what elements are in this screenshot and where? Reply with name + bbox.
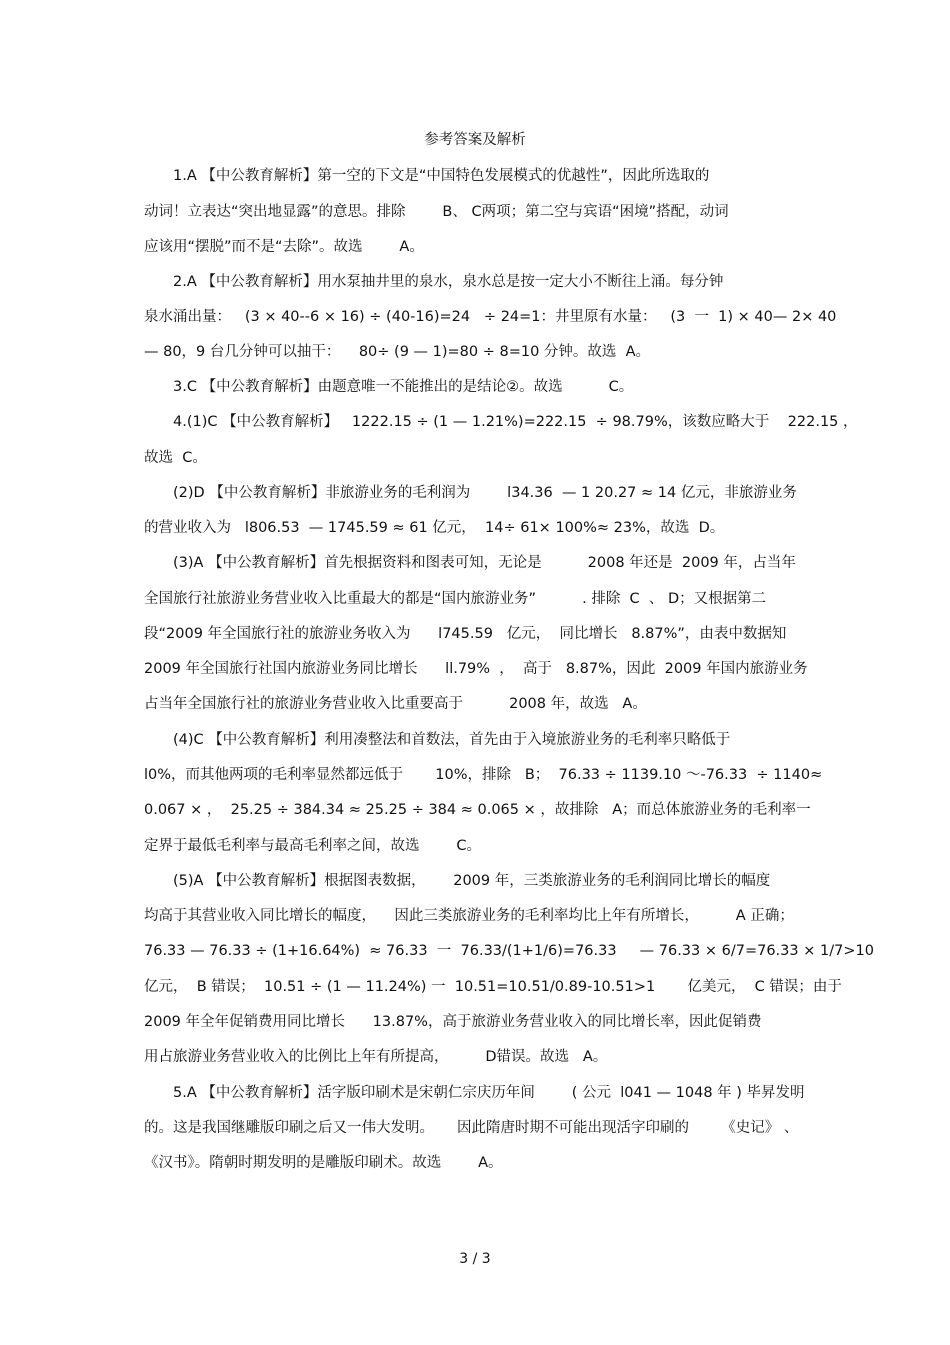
text-line: 动词！立表达“突出地显露”的意思。排除 B、 C两项；第二空与宾语“困境”搭配，动词 xyxy=(144,204,729,220)
text-line: 76.33 — 76.33 ÷ (1+16.64%) ≈ 76.33 一 76.33/(1+1/6)=76.33 — 76.33 × 6/7=76.33 × 1/7>10 xyxy=(144,943,874,959)
text-line: 应该用“摆脱”而不是“去除”。故选 A。 xyxy=(144,239,424,255)
text-line: (3)A 【中公教育解析】首先根据资料和图表可知，无论是 2008 年还是 2009 年，占当年 xyxy=(173,555,796,571)
text-line: 亿元， B 错误； 10.51 ÷ (1 — 11.24%) 一 10.51=10.51/0.89-10.51>1 亿美元， C 错误；由于 xyxy=(144,979,842,995)
page-title: 参考答案及解析 xyxy=(424,132,526,148)
text-line: (4)C 【中公教育解析】利用凑整法和首数法，首先由于入境旅游业务的毛利率只略低于 xyxy=(173,732,731,748)
text-line: 全国旅行社旅游业务营业收入比重最大的都是“国内旅游业务” . 排除 C 、 D；又根据第二 xyxy=(144,591,767,607)
text-line: — 80，9 台几分钟可以抽干： 80÷ (9 — 1)=80 ÷ 8=10 分钟。故选 A。 xyxy=(144,344,651,360)
text-line: 2009 年全年促销费用同比增长 13.87%，高于旅游业务营业收入的同比增长率，因此促销费 xyxy=(144,1014,762,1030)
page-number: 3 / 3 xyxy=(459,1251,491,1267)
text-line: 泉水涌出量： (3 × 40--6 × 16) ÷ (40-16)=24 ÷ 24=1：井里原有水量： (3 一 1) × 40— 2× 40 xyxy=(144,309,837,325)
text-line: 段“2009 年全国旅行社的旅游业务收入为 l745.59 亿元， 同比增长 8.87%”，由表中数据知 xyxy=(144,626,787,642)
text-line: (5)A 【中公教育解析】根据图表数据， 2009 年，三类旅游业务的毛利润同比增长的幅度 xyxy=(173,873,771,889)
text-line: 2009 年全国旅行社国内旅游业务同比增长 ll.79% ， 高于 8.87%，因此 2009 年国内旅游业务 xyxy=(144,661,808,677)
text-line: 《汉书》。隋朝时期发明的是雕版印刷术。故选 A。 xyxy=(144,1155,503,1171)
text-line: 定界于最低毛利率与最高毛利率之间，故选 C。 xyxy=(144,838,481,854)
text-line: 均高于其营业收入同比增长的幅度， 因此三类旅游业务的毛利率均比上年有所增长， A 正确； xyxy=(144,908,794,924)
text-line: 2.A 【中公教育解析】用水泵抽井里的泉水，泉水总是按一定大小不断往上涌。每分钟 xyxy=(173,274,724,290)
text-line: l0%，而其他两项的毛利率显然都远低于 10%，排除 B； 76.33 ÷ 1139.10 ～-76.33 ÷ 1140≈ xyxy=(144,767,823,783)
text-line: 4.(1)C 【中公教育解析】 1222.15 ÷ (1 — 1.21%)=222.15 ÷ 98.79%，该数应略大于 222.15 ， xyxy=(173,414,858,430)
text-line: 占当年全国旅行社的旅游业务营业收入比重要高于 2008 年，故选 A。 xyxy=(144,696,647,712)
text-line: 5.A 【中公教育解析】活字版印刷术是宋朝仁宗庆历年间 ( 公元 l041 — 1048 年 ) 毕昇发明 xyxy=(173,1085,805,1101)
text-line: 3.C 【中公教育解析】由题意唯一不能推出的是结论②。故选 C。 xyxy=(173,379,634,395)
text-line: (2)D 【中公教育解析】非旅游业务的毛利润为 l34.36 — 1 20.27 ≈ 14 亿元，非旅游业务 xyxy=(173,485,797,501)
text-line: 0.067 × ， 25.25 ÷ 384.34 ≈ 25.25 ÷ 384 ≈ 0.065 × ，故排除 A；而总体旅游业务的毛利率一 xyxy=(144,802,811,818)
text-line: 的。这是我国继雕版印刷之后又一伟大发明。 因此隋唐时期不可能出现活字印刷的 《史记》 、 xyxy=(144,1120,799,1136)
text-line: 1.A 【中公教育解析】第一空的下文是“中国特色发展模式的优越性”，因此所选取的 xyxy=(173,168,710,184)
text-line: 用占旅游业务营业收入的比例比上年有所提高， D错误。故选 A。 xyxy=(144,1049,608,1065)
text-line: 故选 C。 xyxy=(144,450,207,466)
text-line: 的营业收入为 l806.53 — 1745.59 ≈ 61 亿元， 14÷ 61× 100%≈ 23%，故选 D。 xyxy=(144,520,725,536)
